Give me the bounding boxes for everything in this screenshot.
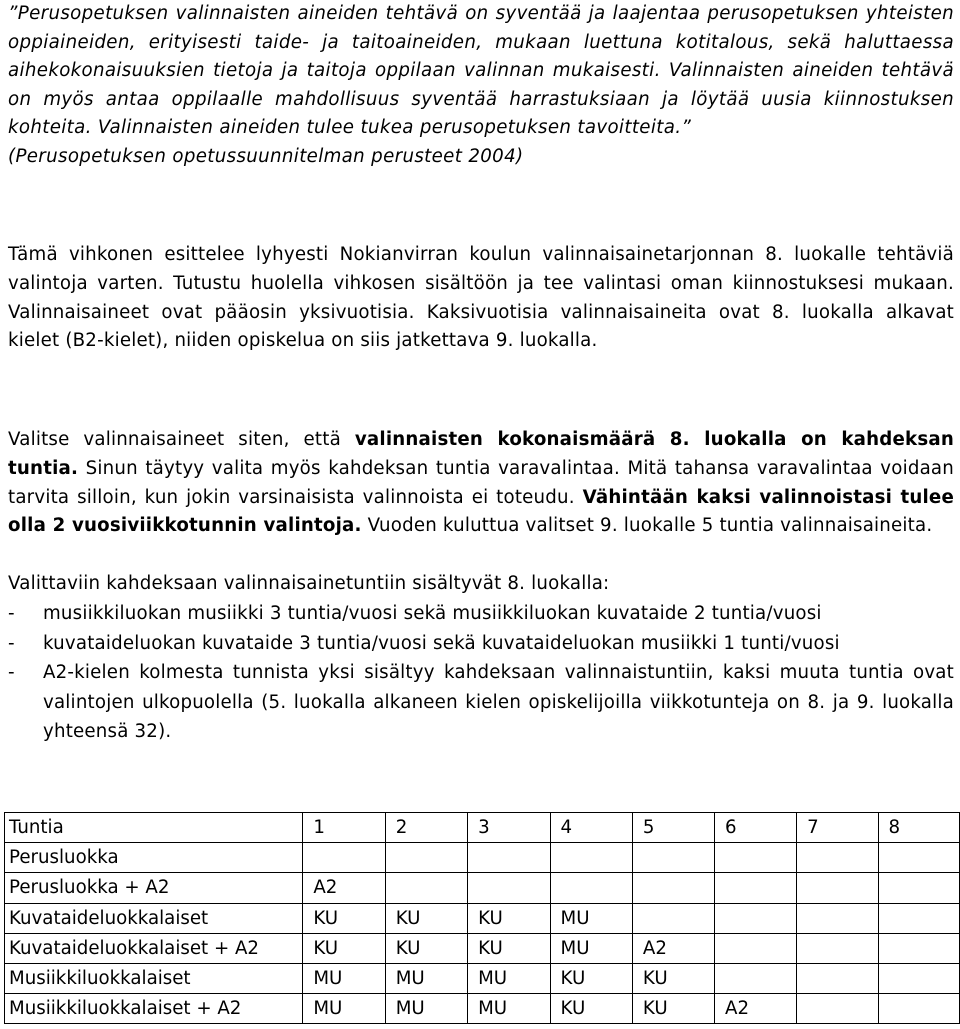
- instructions-bold-1: valinnaisten kokonaismäärä 8. luokalla on kahdeksan tuntia.: [8, 429, 954, 479]
- intro-quote: [8, 0, 954, 172]
- table-cell: [878, 873, 959, 903]
- table-cell: [797, 843, 878, 873]
- instructions-text-2: Sinun täytyy valita myös kahdeksan tuntia varavalintaa. Mitä tahansa varavalintaa voidaan tarvita silloin, kun jokin varsinaisista valinnoista ei toteudu.: [8, 457, 954, 508]
- table-cell: Perusluokka + A2: [5, 873, 303, 903]
- table-cell: [715, 873, 797, 903]
- table-cell: KU: [550, 963, 632, 993]
- instructions-text-3: Vuoden kuluttua valitset 9. luokalle 5 tuntia valinnaisaineita.: [361, 515, 933, 537]
- table-header-cell: 7: [797, 813, 878, 843]
- quote-text: ”Perusopetuksen valinnaisten aineiden tehtävä on syventää ja laajentaa perusopetuksen yhteisten oppiaineiden, erityisesti taide- ja taitoaineiden, mukaan luettuna kotitalous, sekä haluttaessa aihekokonaisuuksien tietoja ja taitoja oppilaan valinnan mukaisesti. Valinnaisten aineiden tehtävä on myös antaa oppilaalle mahdollisuus syventää harrastuksiaan ja löytää uusia kiinnostuksen kohteita. Valinnaisten aineiden tulee tukea perusopetuksen tavoitteita.”: [8, 3, 954, 139]
- table-row: [5, 873, 960, 903]
- table-cell: [878, 903, 959, 933]
- table-cell: [715, 903, 797, 933]
- table-cell: [797, 963, 878, 993]
- table-cell: MU: [468, 994, 550, 1024]
- table-cell: [632, 873, 714, 903]
- table-header-cell: 4: [550, 813, 632, 843]
- table-cell: KU: [385, 933, 467, 963]
- table-cell: A2: [303, 873, 385, 903]
- table-cell: [715, 843, 797, 873]
- dash-marker: -: [8, 603, 15, 624]
- table-cell: MU: [550, 933, 632, 963]
- table-cell: [468, 873, 550, 903]
- table-row: [5, 994, 960, 1024]
- table-cell: MU: [550, 903, 632, 933]
- table-cell: [797, 903, 878, 933]
- table-cell: [715, 933, 797, 963]
- table-cell: Kuvataideluokkalaiset + A2: [5, 933, 303, 963]
- table-header-cell: 3: [468, 813, 550, 843]
- intro-paragraph: Tämä vihkonen esittelee lyhyesti Nokianvirran koulun valinnaisainetarjonnan 8. luokalle tehtäviä valintoja varten. Tutustu huolella vihkosen sisältöön ja tee valintasi oman kiinnostuksesi mukaan. Valinnaisaineet ovat pääosin yksivuotisia. Kaksivuotisia valinnaisaineita ovat 8. luokalla alkavat kielet (B2-kielet), niiden opiskelua on siis jatkettava 9. luokalla.: [8, 244, 954, 352]
- table-cell: KU: [385, 903, 467, 933]
- table-cell: Perusluokka: [5, 843, 303, 873]
- table-cell: [878, 843, 959, 873]
- table-cell: A2: [632, 933, 714, 963]
- list-item: [8, 658, 954, 747]
- table-header-cell: 8: [878, 813, 959, 843]
- hours-table: [4, 812, 960, 1024]
- instructions-paragraph: [8, 426, 954, 541]
- table-cell: [797, 873, 878, 903]
- table-cell: [385, 843, 467, 873]
- table-cell: KU: [303, 933, 385, 963]
- table-header-row: [5, 813, 960, 843]
- list-item-text: kuvataideluokan kuvataide 3 tuntia/vuosi sekä kuvataideluokan musiikki 1 tunti/vuosi: [43, 632, 840, 654]
- table-cell: [385, 873, 467, 903]
- table-header-cell: 5: [632, 813, 714, 843]
- table-cell: KU: [632, 994, 714, 1024]
- table-cell: KU: [550, 994, 632, 1024]
- instructions-text-1: Valitse valinnaisaineet siten, että: [8, 429, 355, 450]
- table-cell: Musiikkiluokkalaiset + A2: [5, 994, 303, 1024]
- table-header-cell: 2: [385, 813, 467, 843]
- table-header-cell: 6: [715, 813, 797, 843]
- table-row: [5, 933, 960, 963]
- table-row: [5, 903, 960, 933]
- list-item-text: A2-kielen kolmesta tunnista yksi sisältyy kahdeksaan valinnaistuntiin, kaksi muuta tuntia ovat valintojen ulkopuolella (5. luokalla alkaneen kielen opiskelijoilla viikkotunteja on 8. ja 9. luokalla yhteensä 32).: [43, 662, 954, 742]
- table-cell: MU: [468, 963, 550, 993]
- list-item-text: musiikkiluokan musiikki 3 tuntia/vuosi sekä musiikkiluokan kuvataide 2 tuntia/vuosi: [43, 603, 822, 624]
- table-cell: [878, 933, 959, 963]
- table-row: [5, 843, 960, 873]
- instructions-bold-2: Vähintään kaksi valinnoistasi tulee olla 2 vuosiviikkotunnin valintoja.: [8, 486, 955, 537]
- table-cell: [303, 843, 385, 873]
- table-cell: [550, 843, 632, 873]
- table-cell: MU: [303, 994, 385, 1024]
- included-title: Valittaviin kahdeksaan valinnaisainetuntiin sisältyvät 8. luokalla:: [8, 573, 610, 594]
- table-cell: [632, 903, 714, 933]
- table-cell: [632, 843, 714, 873]
- table-row: [5, 963, 960, 993]
- table-cell: Musiikkiluokkalaiset: [5, 963, 303, 993]
- table-cell: Kuvataideluokkalaiset: [5, 903, 303, 933]
- table-header-cell: Tuntia: [5, 813, 303, 843]
- dash-marker: -: [8, 632, 15, 654]
- table-cell: KU: [468, 933, 550, 963]
- table-cell: [797, 933, 878, 963]
- list-item: [8, 599, 954, 629]
- table-cell: [468, 843, 550, 873]
- included-list: [8, 599, 954, 747]
- table-cell: MU: [303, 963, 385, 993]
- table-cell: MU: [385, 963, 467, 993]
- table-cell: [797, 994, 878, 1024]
- table-cell: [550, 873, 632, 903]
- table-cell: KU: [303, 903, 385, 933]
- table-cell: KU: [632, 963, 714, 993]
- table-cell: [715, 963, 797, 993]
- table-header-cell: 1: [303, 813, 385, 843]
- table-cell: KU: [468, 903, 550, 933]
- dash-marker: -: [8, 662, 15, 683]
- table-cell: MU: [385, 994, 467, 1024]
- list-item: [8, 629, 954, 659]
- table-cell: A2: [715, 994, 797, 1024]
- quote-source: (Perusopetuksen opetussuunnitelman perusteet 2004): [8, 145, 524, 167]
- table-cell: [878, 963, 959, 993]
- table-cell: [878, 994, 959, 1024]
